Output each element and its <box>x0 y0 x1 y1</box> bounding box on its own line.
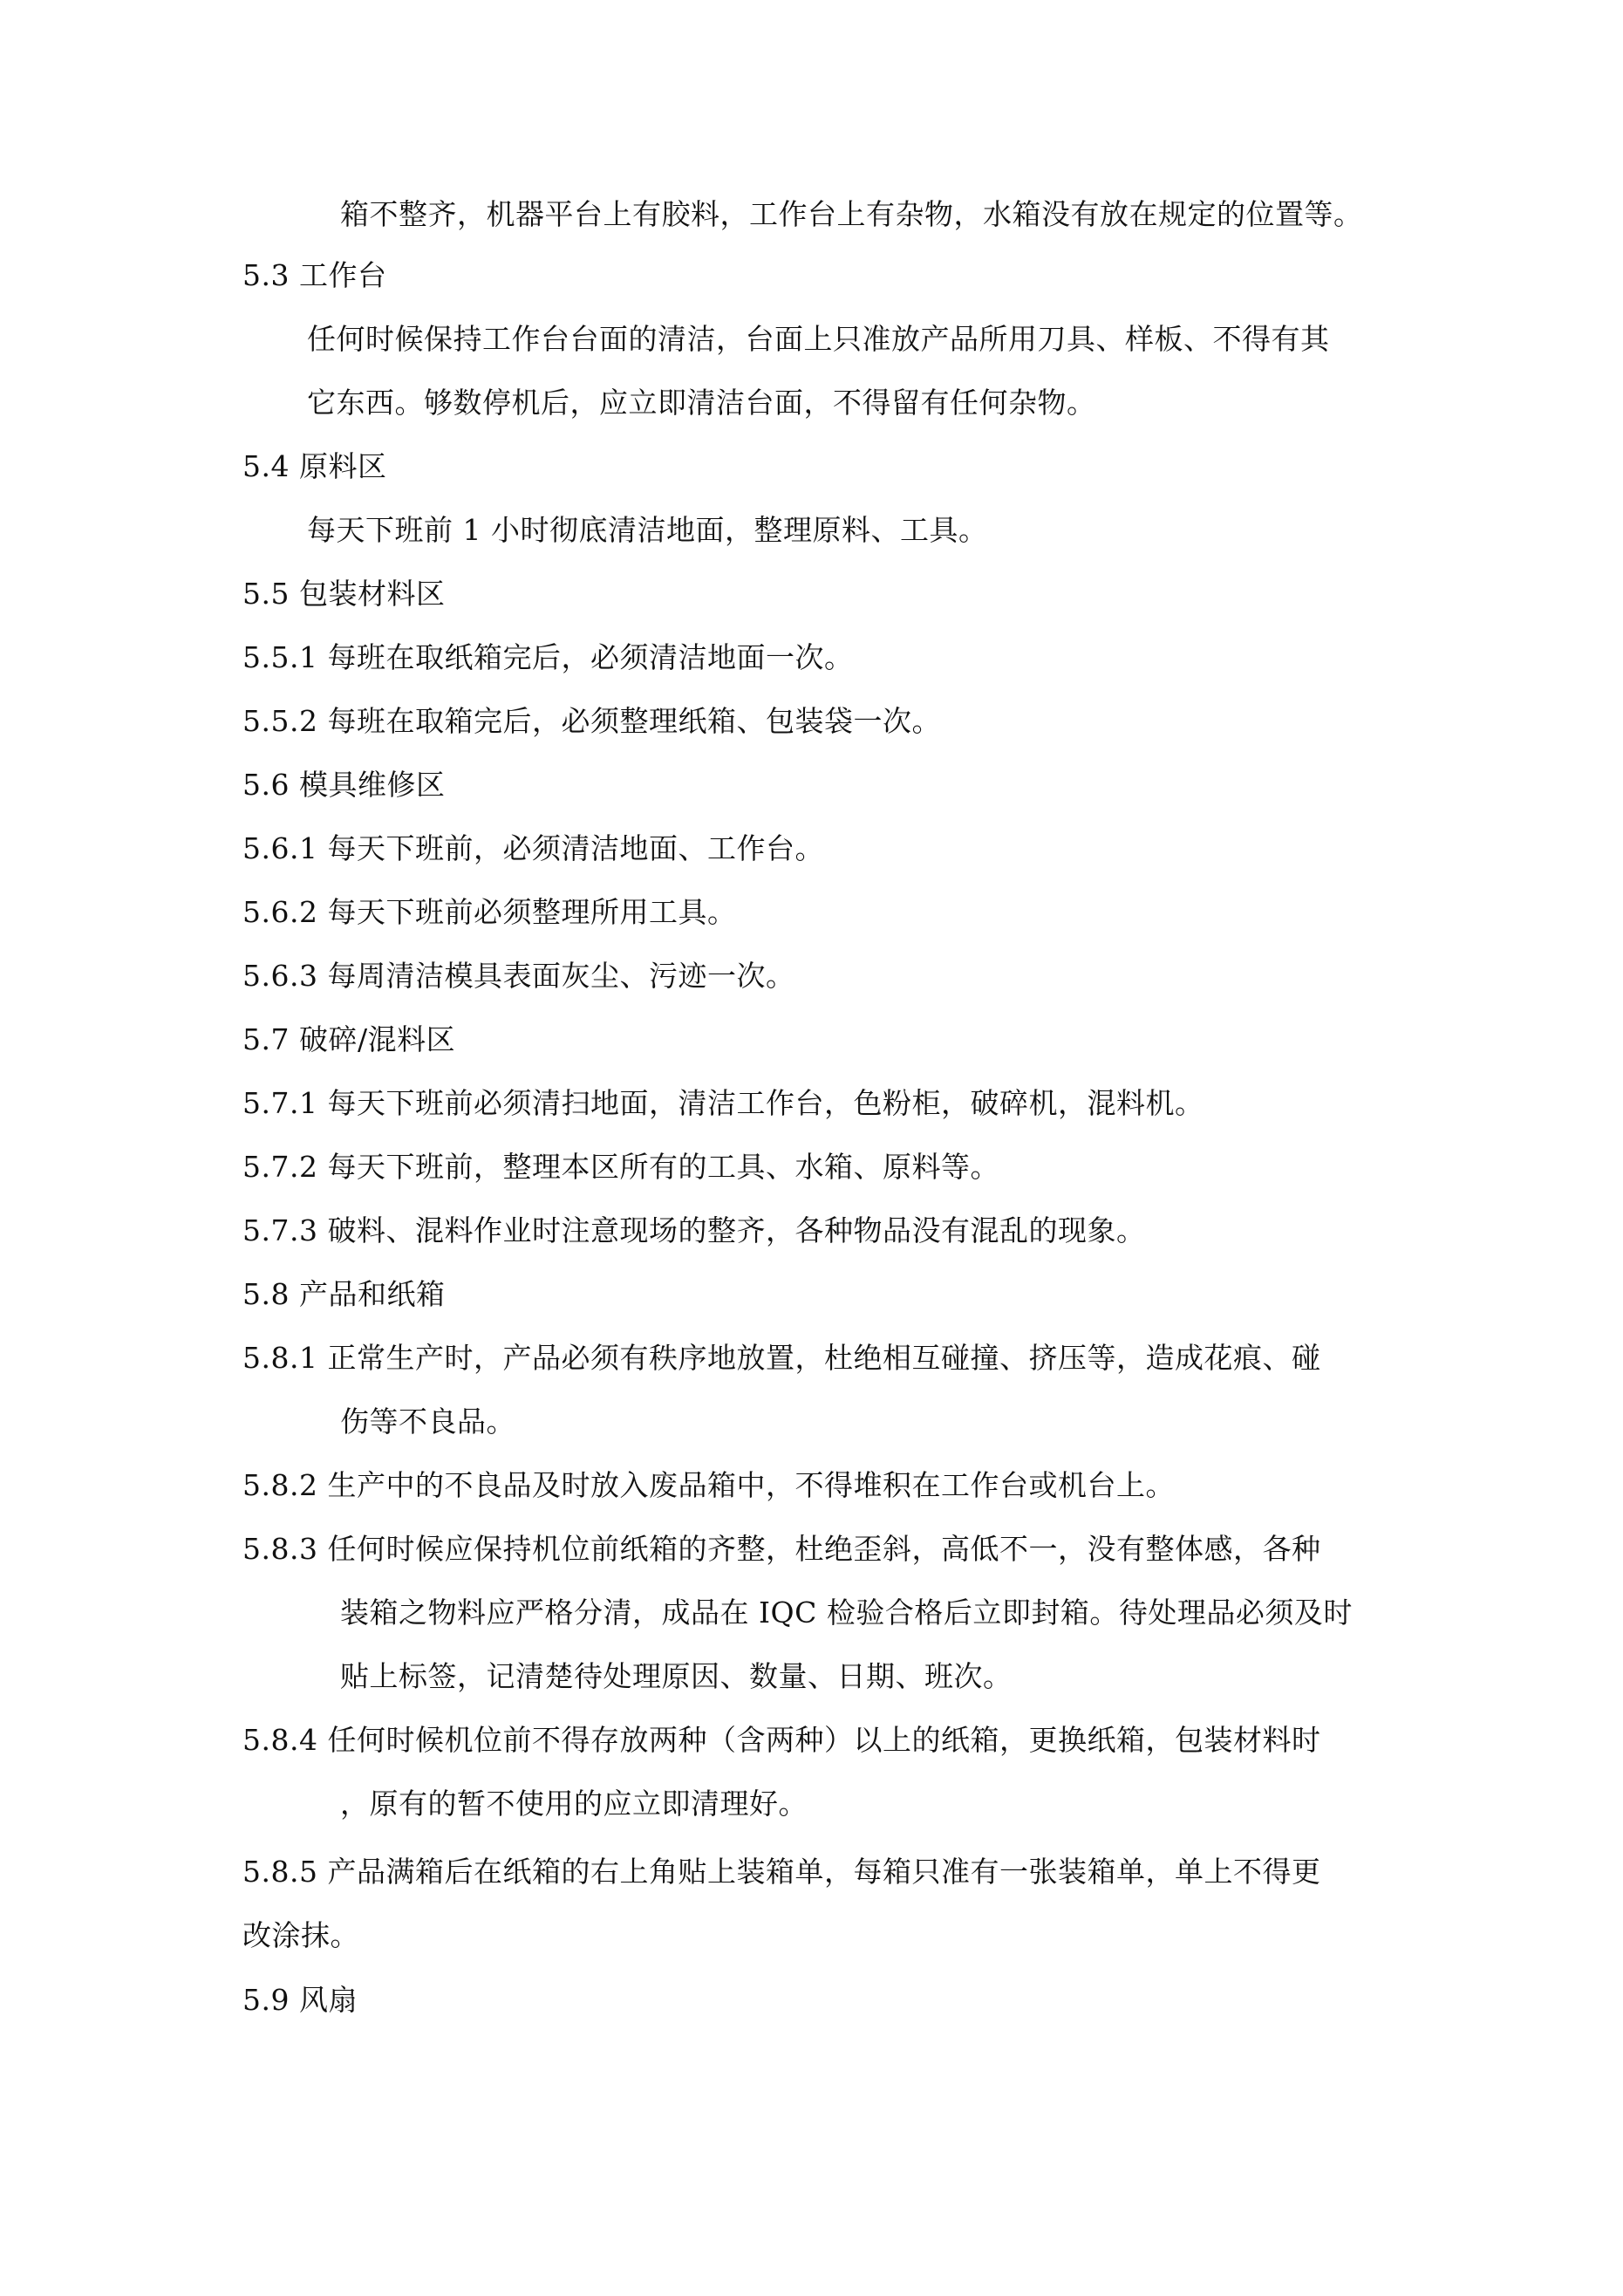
clause-5-8-5: 5.8.5 产品满箱后在纸箱的右上角贴上装箱单，每箱只准有一张装箱单，单上不得更 <box>242 1855 1321 1889</box>
clause-5-6-3: 5.6.3 每周清洁模具表面灰尘、污迹一次。 <box>242 959 795 993</box>
clause-5-8-5-continuation: 改涂抹。 <box>242 1918 359 1952</box>
paragraph-line: 任何时候保持工作台台面的清洁，台面上只准放产品所用刀具、样板、不得有其 <box>307 322 1330 356</box>
section-heading-5-8: 5.8 产品和纸箱 <box>242 1277 446 1311</box>
section-heading-5-5: 5.5 包装材料区 <box>242 577 446 611</box>
clause-5-5-1: 5.5.1 每班在取纸箱完后，必须清洁地面一次。 <box>242 640 854 674</box>
clause-5-6-1: 5.6.1 每天下班前，必须清洁地面、工作台。 <box>242 831 824 865</box>
paragraph-continuation-line: 箱不整齐，机器平台上有胶料，工作台上有杂物，水箱没有放在规定的位置等。 <box>340 197 1363 231</box>
clause-5-8-2: 5.8.2 生产中的不良品及时放入废品箱中，不得堆积在工作台或机台上。 <box>242 1468 1175 1502</box>
clause-5-8-1: 5.8.1 正常生产时，产品必须有秩序地放置，杜绝相互碰撞、挤压等，造成花痕、碰 <box>242 1341 1321 1375</box>
clause-5-8-4: 5.8.4 任何时候机位前不得存放两种（含两种）以上的纸箱，更换纸箱，包装材料时 <box>242 1723 1321 1757</box>
clause-5-8-3-continuation: 贴上标签，记清楚待处理原因、数量、日期、班次。 <box>340 1659 1013 1693</box>
clause-5-6-2: 5.6.2 每天下班前必须整理所用工具。 <box>242 895 737 929</box>
section-heading-5-4: 5.4 原料区 <box>242 449 387 483</box>
clause-5-8-4-continuation: ，原有的暂不使用的应立即清理好。 <box>340 1787 808 1821</box>
clause-5-7-1: 5.7.1 每天下班前必须清扫地面，清洁工作台，色粉柜，破碎机，混料机。 <box>242 1086 1204 1120</box>
paragraph-line: 每天下班前 1 小时彻底清洁地面，整理原料、工具。 <box>307 513 988 547</box>
clause-5-8-3-continuation: 装箱之物料应严格分清，成品在 IQC 检验合格后立即封箱。待处理品必须及时 <box>340 1596 1353 1630</box>
clause-5-7-3: 5.7.3 破料、混料作业时注意现场的整齐，各种物品没有混乱的现象。 <box>242 1213 1146 1247</box>
paragraph-line: 它东西。够数停机后，应立即清洁台面，不得留有任何杂物。 <box>307 386 1096 420</box>
section-heading-5-7: 5.7 破碎/混料区 <box>242 1022 456 1056</box>
clause-5-8-1-continuation: 伤等不良品。 <box>340 1404 515 1438</box>
section-heading-5-3: 5.3 工作台 <box>242 258 387 292</box>
clause-5-7-2: 5.7.2 每天下班前，整理本区所有的工具、水箱、原料等。 <box>242 1150 999 1184</box>
clause-5-8-3: 5.8.3 任何时候应保持机位前纸箱的齐整，杜绝歪斜，高低不一，没有整体感，各种 <box>242 1532 1321 1566</box>
clause-5-5-2: 5.5.2 每班在取箱完后，必须整理纸箱、包装袋一次。 <box>242 704 941 738</box>
section-heading-5-9: 5.9 风扇 <box>242 1983 358 2017</box>
section-heading-5-6: 5.6 模具维修区 <box>242 768 446 802</box>
